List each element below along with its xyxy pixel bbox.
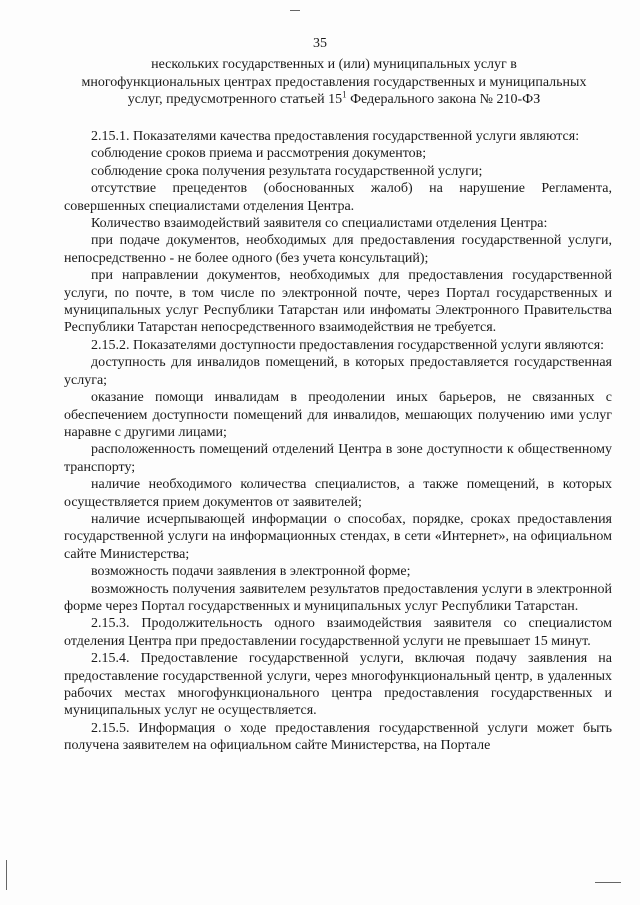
scan-mark — [290, 10, 300, 11]
list-item: при подаче документов, необходимых для предоставления государственной услуги, непосредственно - не более одного (без учета консультаций); — [64, 233, 612, 266]
list-item: оказание помощи инвалидам в преодолении иных барьеров, не связанных с обеспечением доступности помещений для инвалидов, мешающих получению ими услуг наравне с другими лицами; — [64, 390, 612, 440]
page-number: 35 — [313, 36, 327, 51]
list-item: расположенность помещений отделений Центра в зоне доступности к общественному транспорту; — [64, 442, 612, 475]
list-item: отсутствие прецедентов (обоснованных жалоб) на нарушение Регламента, совершенных специалистами отделения Центра. — [64, 181, 612, 214]
paragraph-2-15-5: 2.15.5. Информация о ходе предоставления государственной услуги может быть получена заявителем на официальном сайте Министерства, на Портале — [64, 720, 612, 754]
scan-mark — [6, 860, 7, 890]
list-item: при направлении документов, необходимых для предоставления государственной услуги, по почте, в том числе по электронной почте, через Портал государственных и муниципальных услуг Республики Татарстан или инфоматы Электронного Правительства Республики Татарстан непосредственного взаимодействия не требуется. — [64, 268, 612, 336]
scan-mark — [595, 882, 621, 883]
paragraph-2-15-1: 2.15.1. Показателями качества предоставления государственной услуги являются: — [91, 129, 580, 144]
paragraph-2-15-2: 2.15.2. Показателями доступности предоставления государственной услуги являются: — [91, 337, 605, 353]
list-item: соблюдение сроков приема и рассмотрения документов; — [91, 146, 427, 162]
list-item: наличие необходимого количества специалистов, а также помещений, в которых осуществляется прием документов от заявителей; — [64, 477, 612, 510]
list-item: наличие исчерпывающей информации о способах, порядке, сроках предоставления государственной услуги на информационных стендах, в сети «Интернет», на официальном сайте Министерства; — [64, 511, 612, 562]
list-item: возможность подачи заявления в электронной форме; — [91, 564, 411, 580]
paragraph-2-15-4: 2.15.4. Предоставление государственной услуги, включая подачу заявления на предоставление государственной услуги, через многофункциональный центр, в удаленных рабочих местах многофункционального центра предоставления государственных и муниципальных услуг не осуществляется. — [64, 651, 612, 719]
heading-line: нескольких государственных и (или) муниципальных услуг в — [151, 57, 517, 72]
document-body — [64, 128, 612, 755]
list-item: возможность получения заявителем результатов предоставления услуги в электронной форме через Портал государственных и муниципальных услуг Республики Татарстан. — [64, 581, 612, 614]
section-heading — [64, 56, 604, 109]
heading-text: услуг, предусмотренного статьей 15 — [127, 92, 343, 107]
heading-line — [64, 91, 604, 109]
paragraph-2-15-3: 2.15.3. Продолжительность одного взаимодействия заявителя со специалистом отделения Центра при предоставлении государственной услуги не превышает 15 минут. — [64, 616, 612, 649]
list-item: соблюдение срока получения результата государственной услуги; — [91, 163, 483, 179]
superscript: 1 — [342, 89, 347, 100]
heading-line: многофункциональных центрах предоставления государственных и муниципальных — [81, 74, 587, 90]
heading-text: Федерального закона № 210-ФЗ — [346, 92, 541, 107]
paragraph: Количество взаимодействий заявителя со специалистами отделения Центра: — [91, 216, 548, 232]
list-item: доступность для инвалидов помещений, в которых предоставляется государственная услуга; — [64, 355, 612, 388]
